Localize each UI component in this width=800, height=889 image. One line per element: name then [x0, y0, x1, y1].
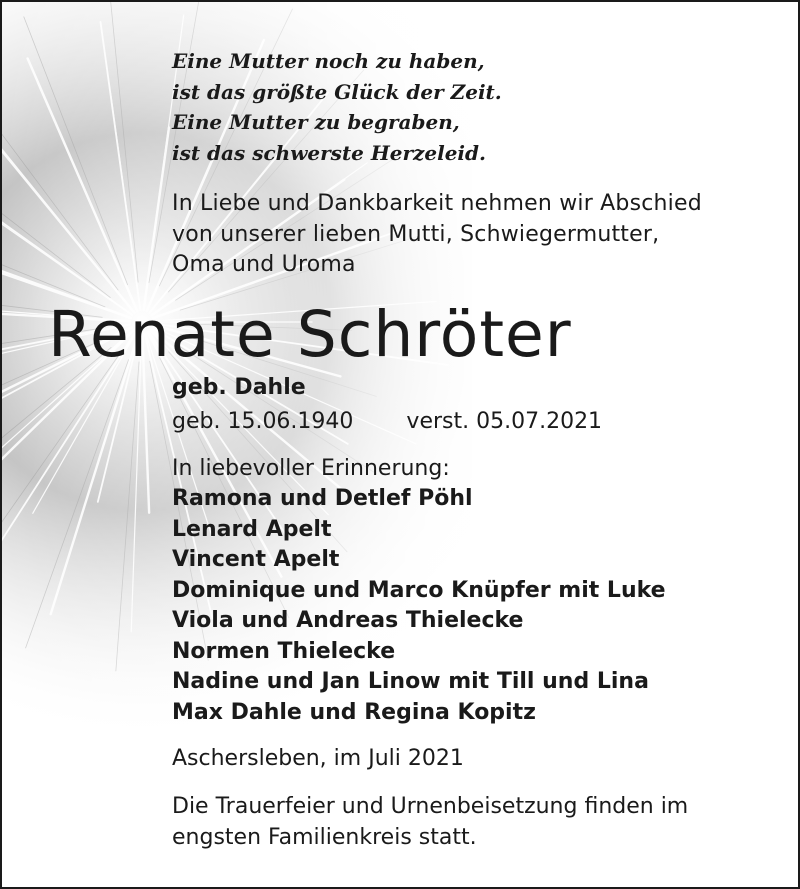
life-dates: [172, 406, 602, 438]
deceased-name: Renate Schröter: [48, 298, 572, 371]
mourner-entry: Nadine und Jan Linow mit Till und Lina: [172, 669, 649, 694]
poem-line: Eine Mutter zu begraben,: [172, 110, 460, 134]
mourner-entry: Vincent Apelt: [172, 547, 340, 572]
poem-line: Eine Mutter noch zu haben,: [172, 49, 485, 73]
mourner-entry: Normen Thielecke: [172, 638, 396, 664]
birth-date: geb. 15.06.1940: [172, 409, 354, 434]
poem-line: ist das schwerste Herzeleid.: [172, 140, 486, 165]
funeral-note: [172, 792, 688, 853]
intro-line: In Liebe und Dankbarkeit nehmen wir Abschied: [172, 191, 702, 216]
intro-line: Oma und Uroma: [172, 252, 356, 277]
memory-heading: In liebevoller Erinnerung:: [172, 456, 450, 481]
mourner-entry: Max Dahle und Regina Kopitz: [172, 699, 536, 725]
funeral-line: Die Trauerfeier und Urnenbeisetzung finden im: [172, 794, 689, 819]
mourner-entry: Ramona und Detlef Pöhl: [172, 486, 473, 511]
poem-verse: [172, 46, 502, 168]
intro-line: von unserer lieben Mutti, Schwiegermutter,: [172, 221, 660, 247]
poem-line: ist das größte Glück der Zeit.: [172, 79, 502, 104]
death-date: verst. 05.07.2021: [406, 409, 603, 434]
funeral-line: engsten Familienkreis statt.: [172, 824, 477, 850]
mourner-entry: Dominique und Marco Knüpfer mit Luke: [172, 577, 666, 603]
mourner-entry: Viola und Andreas Thielecke: [172, 608, 524, 633]
mourner-entry: Lenard Apelt: [172, 516, 332, 542]
maiden-name: geb. Dahle: [172, 375, 306, 400]
place-and-date: Aschersleben, im Juli 2021: [172, 746, 464, 771]
farewell-intro: [172, 189, 702, 281]
mourners-list: [172, 484, 666, 728]
